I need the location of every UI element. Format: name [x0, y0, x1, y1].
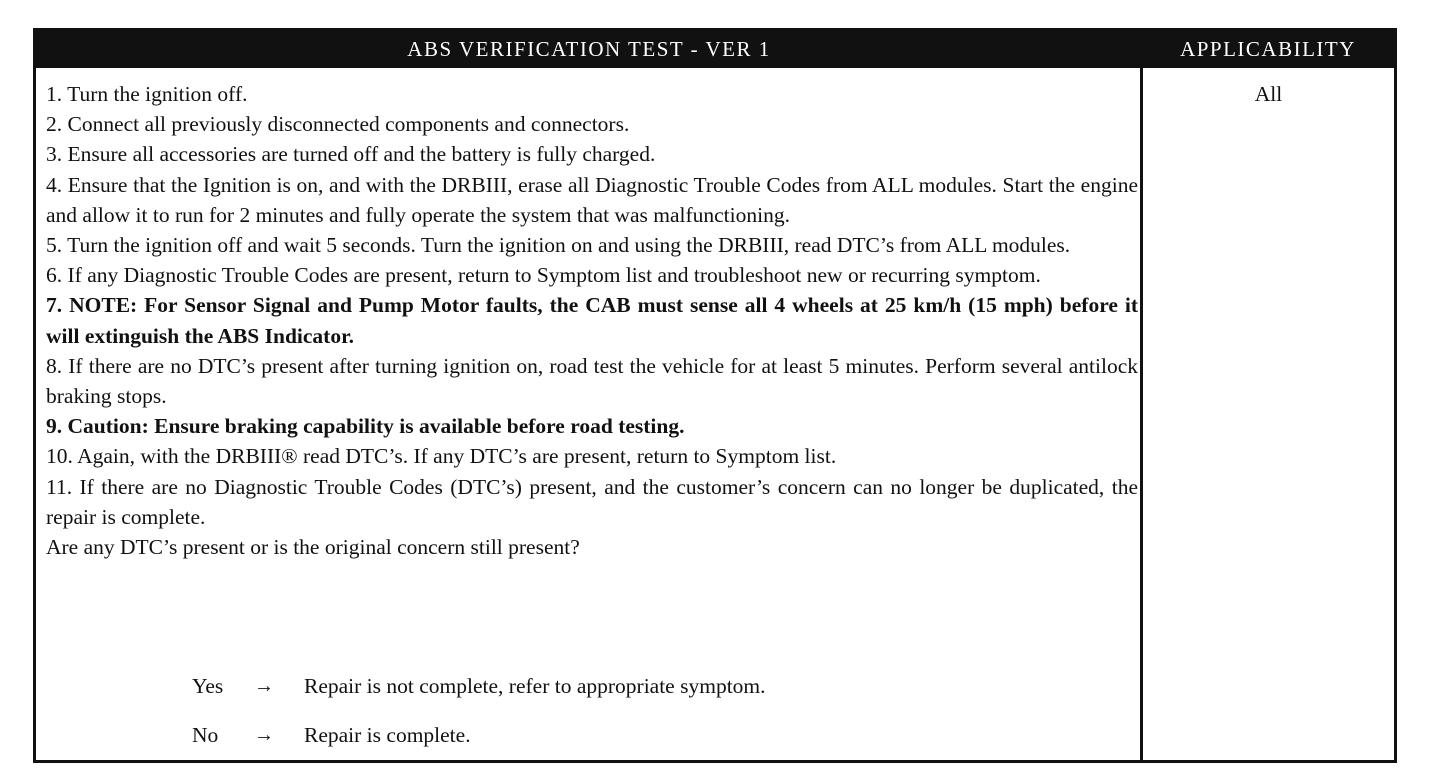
- test-question: Are any DTC’s present or is the original concern still present?: [46, 535, 580, 560]
- step-4: 4. Ensure that the Ignition is on, and with the DRBIII, erase all Diagnostic Trouble Codes from ALL modules. Start the engine and allow it to run for 2 minutes and fully operate the system that was malfunctioning.: [46, 172, 1138, 227]
- answer-yes-result: Repair is not complete, refer to appropriate symptom.: [304, 673, 766, 698]
- right-arrow-icon: →: [254, 723, 274, 746]
- step-6: 6. If any Diagnostic Trouble Codes are present, return to Symptom list and troubleshoot new or recurring symptom.: [46, 263, 1041, 288]
- step-7-note: 7. NOTE: For Sensor Signal and Pump Motor faults, the CAB must sense all 4 wheels at 25 km/h (15 mph) before it will extinguish the ABS Indicator.: [46, 293, 1138, 348]
- column-divider: [1140, 68, 1143, 763]
- step-10: 10. Again, with the DRBIII® read DTC’s. If any DTC’s are present, return to Symptom list.: [46, 444, 837, 469]
- answer-no-result: Repair is complete.: [304, 722, 471, 747]
- verification-test-table: [33, 28, 1397, 763]
- step-1: 1. Turn the ignition off.: [46, 82, 248, 106]
- procedure-steps: [46, 79, 1138, 562]
- step-9-caution: 9. Caution: Ensure braking capability is available before road testing.: [46, 414, 685, 439]
- step-11: 11. If there are no Diagnostic Trouble Codes (DTC’s) present, and the customer’s concern can no longer be duplicated, the repair is complete.: [46, 474, 1138, 529]
- step-8: 8. If there are no DTC’s present after turning ignition on, road test the vehicle for at least 5 minutes. Perform several antilock braking stops.: [46, 353, 1138, 409]
- answer-yes: [192, 671, 766, 701]
- step-5: 5. Turn the ignition off and wait 5 seconds. Turn the ignition on and using the DRBIII, read DTC’s from ALL modules.: [46, 233, 1071, 258]
- right-arrow-icon: →: [254, 674, 274, 697]
- applicability-value: All: [1254, 82, 1283, 106]
- answer-no-label: No: [192, 722, 219, 747]
- test-title: ABS VERIFICATION TEST - VER 1: [407, 37, 771, 61]
- step-2: 2. Connect all previously disconnected components and connectors.: [46, 112, 630, 137]
- answer-yes-label: Yes: [192, 673, 224, 698]
- step-3: 3. Ensure all accessories are turned off and the battery is fully charged.: [46, 142, 656, 167]
- applicability-header: APPLICABILITY: [1180, 37, 1356, 61]
- answer-no: [192, 720, 766, 750]
- answer-options: [192, 671, 766, 750]
- table-header: [36, 31, 1394, 68]
